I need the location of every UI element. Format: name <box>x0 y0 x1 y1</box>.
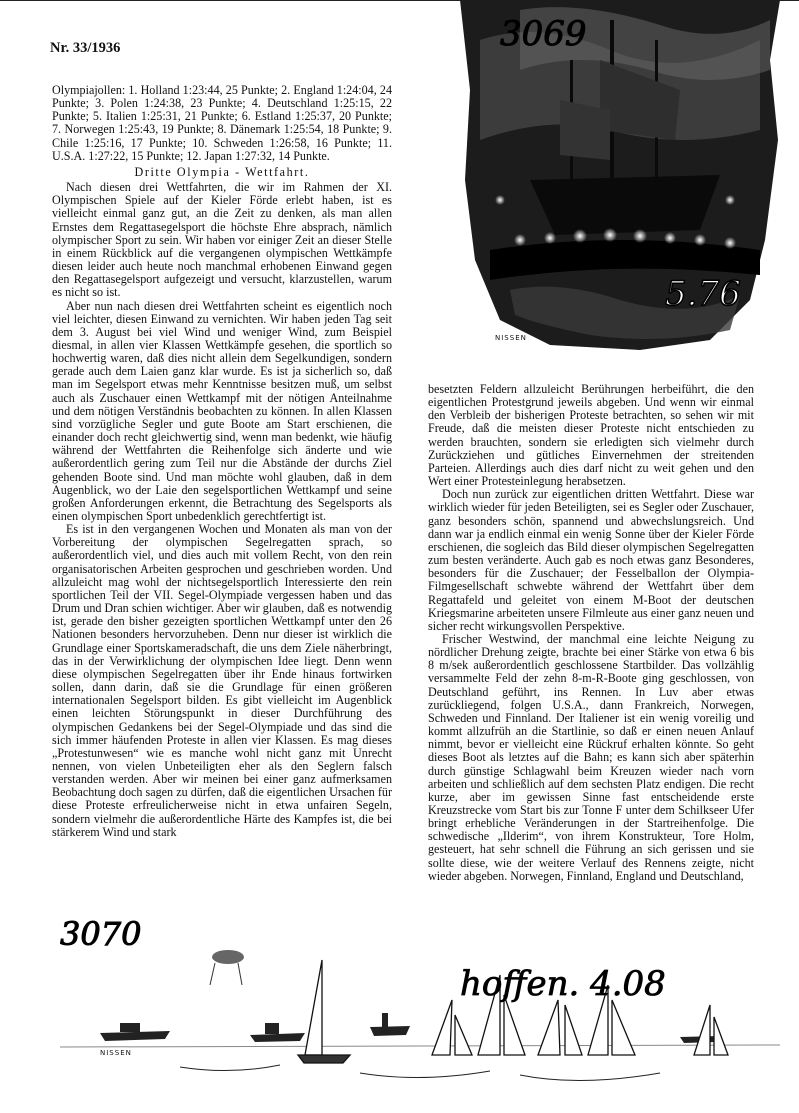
article-heading: Dritte Olympia - Wettfahrt. <box>134 164 310 179</box>
harbour-drawing <box>460 0 780 370</box>
left-column <box>52 84 392 839</box>
harbour-illustration <box>460 0 780 370</box>
regatta-illustration <box>60 905 780 1095</box>
article-paragraph: besetzten Feldern allzuleicht Berührungen herbeiführt, die den eigentlichen Protestgrund jeweils abgeben. Und wenn wir einmal den Verbleib der bisherigen Proteste betrachten, so sehen wir mit Freude, daß die meisten dieser Proteste nicht entschieden zu werden brauchten, sondern sie erledigten sich vielmehr durch Zurückziehen und gütliches Einvernehmen der streitenden Parteien. Allerdings auch dies darf nicht zu weit gehen und den Wert einer Protesteinlegung herabsetzen. <box>428 382 754 489</box>
issue-number: Nr. 33/1936 <box>50 40 121 56</box>
balloon-shape <box>212 950 244 964</box>
bottom-text-handwriting: hoffen. 4.08 <box>460 964 666 1004</box>
top-signature: NISSEN <box>495 334 527 342</box>
top-number-handwriting: 3069 <box>500 14 587 54</box>
article-paragraph: Doch nun zurück zur eigentlichen dritten Wettfahrt. Diese war wirklich wieder für jeden Beteiligten, sei es Segler oder Zuschauer, ganz besonders schön, spannend und abwechslungsreich. Und dann war ja endlich einmal ein wenig Sonne über der Kieler Förde erschienen, die sogleich das Bild dieser olympischen Segelregatten zum besten veränderte. Auch gab es noch etwas ganz Besonderes, besonders für die Zuschauer; der Fesselballon der Olympia-Filmgesellschaft schwebte während der Wettfahrt über dem Regattafeld und geleitet von einem M-Boot der deutschen Kriegsmarine arbeiteten unsere Filmleute aus einer ganz neuen und sicher recht wirkungsvollen Perspektive. <box>428 487 754 633</box>
bottom-signature: NISSEN <box>100 1049 132 1057</box>
top-date-handwriting: 5.76 <box>665 274 741 314</box>
article-paragraph: Aber nun nach diesen drei Wettfahrten scheint es eigentlich noch viel leichter, diesen Einwand zu vernichten. Wir haben jeden Tag seit dem 3. August bei viel Wind und weniger Wind, zum Beispiel diesmal, in allen vier Klassen Wettkämpfe gesehen, die sportlich so hochwertig waren, daß dies nicht allein dem Segelkundigen, sondern gerade auch dem Laien ganz klar wurde. Es ist ja sicherlich so, daß man im Segelsport etwas mehr Kenntnisse besitzen muß, um selbst auch als Zuschauer einen Wettkampf mit der nötigen Anteilnahme und dem nötigen Verständnis beobachten zu können. In allen Klassen sind vorzügliche Segler und gute Boote am Start erschienen, die einander doch recht gleichwertig sind, wenn man bedenkt, wie häufig während der Wettfahrten die Reihenfolge sich änderte und wie außerordentlich gering zum Teil nur die Abstände der durchs Ziel gehenden Boote sind. Und man möchte wohl glauben, daß in dem Augenblick, wo der Laie den segelsportlichen Wettkampf und seine großen Anforderungen erkennt, die Betrachtung des Segelsports als einen olympischen Sport unbedenklich gerechtfertigt ist. <box>52 298 392 523</box>
article-paragraph: Frischer Westwind, der manchmal eine leichte Neigung zu nördlicher Drehung zeigte, brachte bei einer Stärke von etwa 6 bis 8 m/sek außerordentlich geschlossene Startbilder. Das vollzählig versammelte Feld der zehn 8-m-R-Boote ging geschlossen, von Deutschland geführt, ins Rennen. In Luv aber etwas zurückliegend, folgen U.S.A., dann Frankreich, Norwegen, Schweden und Finnland. Der Italiener ist ein wenig voreilig und kommt allzufrüh an die Startlinie, so daß er einen neuen Anlauf nimmt, bevor er vielleicht eine Rückruf erhalten könnte. So geht dieses Boot als letztes auf die Bahn; es kann sich aber späterhin durch günstige Schlagwahl beim Kreuzen wieder nach vorn arbeiten und schließlich auf dem sechsten Platz endigen. Die recht kurze, aber im gewissen Sinne fast entscheidende erste Kreuzstrecke vom Start bis zur Tonne F unter dem Schilkseer Ufer bringt erhebliche Veränderungen in der Startreihenfolge. Die schwedische „Ilderim“, von ihrem Konstrukteur, Tore Holm, gesteuert, hat sehr schnell die Führung an sich gerissen und sie sollte diese, wie der weitere Verlauf des Rennens zeigte, nicht wieder abgeben. Norwegen, Finnland, England und Deutschland, <box>428 631 754 883</box>
bottom-number-handwriting: 3070 <box>60 915 142 953</box>
article-paragraph: Es ist in den vergangenen Wochen und Monaten als man von der Vorbereitung der olympischen Segelregatten sprach, so außerordentlich viel, und dies auch mit vollem Recht, von den rein organisatorischen Arbeiten gesprochen und geschrieben worden. Und allzuleicht mag wohl der nichtsegelsportlich Interessierte den rein sportlichen Teil der VII. Segel-Olympiade vergessen haben und das Drum und Dran schien wichtiger. Aber wir glauben, daß es notwendig ist, gerade den bisher gezeigten sportlichen Wettkampf unter den 26 Nationen besonders hervorzuheben. Denn nur dieser ist wirklich die Grundlage einer Sportskameradschaft, die uns dem Ziele näherbringt, das in der Verwirklichung der olympischen Idee liegt. Denn wenn diese olympischen Segelregatten über ihr Ende hinaus fortwirken sollen, dann darin, daß sie die Grundlage für einen größeren internationalen Segelsport bilden. Es gibt vielleicht im Augenblick einen leichten Störungspunkt in dieser Durchführung des olympischen Gedankens bei der Segel-Olympiade und das sind die sich immer häufenden Proteste in allen vier Klassen. Es mag dieses „Protestunwesen“ wie es manche wohl nicht ganz mit Unrecht nennen, von vielen Unbeteiligten eher als den Seglern falsch verstanden werden. Aber wir meinen bei einer ganz aufmerksamen Beobachtung doch sagen zu dürfen, daß die eigentlichen Ursachen für diese Proteste erfreulicherweise nicht in etwa unfairen Segeln, sondern vielmehr die außerordentliche Härte des Kampfes ist, die bei stärkerem Wind und stark <box>52 522 392 839</box>
results-paragraph: Olympiajollen: 1. Holland 1:23:44, 25 Punkte; 2. England 1:24:04, 24 Punkte; 3. Polen 1:24:38, 23 Punkte; 4. Deutschland 1:25:15, 22 Punkte; 5. Italien 1:25:31, 21 Punkte; 6. Estland 1:25:37, 20 Punkte; 7. Norwegen 1:25:43, 19 Punkte; 8. Dänemark 1:25:54, 18 Punkte; 9. Chile 1:25:16, 17 Punkte; 10. Schweden 1:26:58, 16 Punkte; 11. U.S.A. 1:27:22, 15 Punkte; 12. Japan 1:27:32, 14 Punkte. <box>52 83 392 163</box>
article-paragraph: Nach diesen drei Wettfahrten, die wir im Rahmen der XI. Olympischen Spiele auf der Kieler Förde erlebt haben, ist es vielleicht einmal ganz gut, an die Zeit zu denken, als man allen Ernstes dem Regattasegelsport die höchste Ehre absprach, nämlich olympischer Sport zu sein. Wir haben vor einiger Zeit an dieser Stelle in einem Rückblick auf die vergangenen olympischen Wettkämpfe diesen leider auch heute noch manchmal erhobenen Einwand gegen den Regattasegelsport aufgezeigt und versucht, klarzustellen, warum es nicht so ist. <box>52 180 392 300</box>
regatta-drawing <box>60 905 780 1095</box>
right-column <box>428 383 754 883</box>
